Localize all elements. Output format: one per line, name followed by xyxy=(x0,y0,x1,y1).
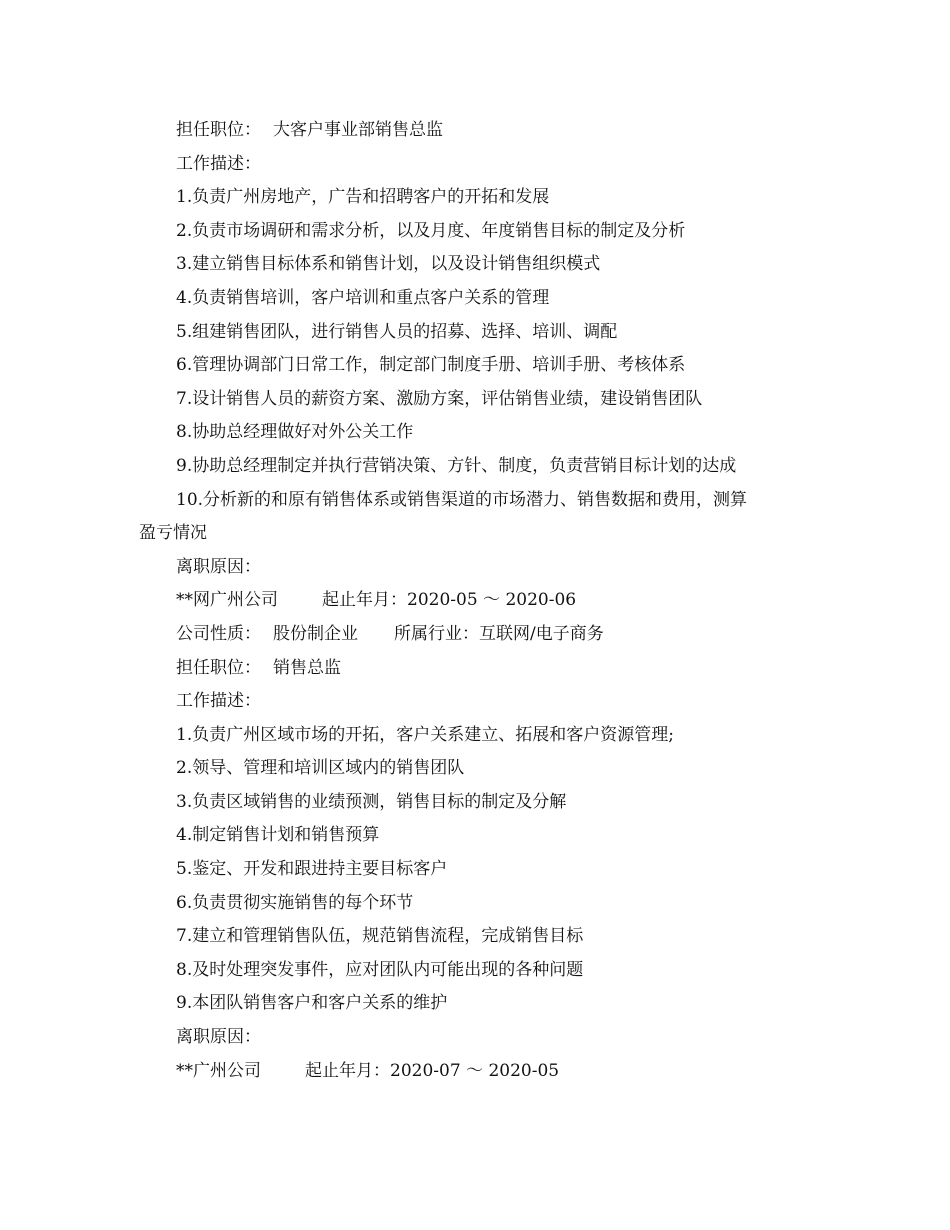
job-item: 1.负责广州房地产，广告和招聘客户的开拓和发展 xyxy=(176,187,550,208)
job-item-10-continued: 盈亏情况 xyxy=(139,523,207,544)
position-label: 担任职位： xyxy=(176,120,261,140)
job-item: 5.组建销售团队，进行销售人员的招募、选择、培训、调配 xyxy=(176,321,618,342)
period-value: 2020-05 ～ 2020-06 xyxy=(407,590,577,611)
period-label: 起止年月： xyxy=(305,1060,390,1081)
job-item: 7.建立和管理销售队伍，规范销售流程，完成销售目标 xyxy=(176,926,584,947)
position-value: 销售总监 xyxy=(273,657,341,678)
company-nature-line xyxy=(0,618,950,652)
job-item: 6.负责贯彻实施销售的每个环节 xyxy=(176,892,414,913)
job-item: 8.协助总经理做好对外公关工作 xyxy=(176,422,414,443)
industry-value: 互联网/电子商务 xyxy=(479,623,604,644)
job-item: 5.鉴定、开发和跟进持主要目标客户 xyxy=(176,859,448,880)
position-value: 大客户事业部销售总监 xyxy=(273,120,443,140)
company-name: **网广州公司 xyxy=(176,590,278,611)
leave-reason-label: 离职原因： xyxy=(176,1027,261,1048)
job-item: 2.领导、管理和培训区域内的销售团队 xyxy=(176,758,465,779)
job-item: 2.负责市场调研和需求分析，以及月度、年度销售目标的制定及分析 xyxy=(176,220,686,241)
position-line xyxy=(0,114,950,148)
job-item: 3.负责区域销售的业绩预测，销售目标的制定及分解 xyxy=(176,791,567,812)
job-description-label: 工作描述： xyxy=(176,153,261,174)
job-item: 7.设计销售人员的薪资方案、激励方案，评估销售业绩，建设销售团队 xyxy=(176,388,703,409)
company-period-line xyxy=(0,584,950,618)
job-item: 1.负责广州区域市场的开拓，客户关系建立、拓展和客户资源管理; xyxy=(176,724,674,745)
period-value: 2020-07 ～ 2020-05 xyxy=(390,1060,560,1081)
nature-label: 公司性质： xyxy=(176,623,261,644)
document-page xyxy=(0,114,950,1088)
job-item: 9.协助总经理制定并执行营销决策、方针、制度，负责营销目标计划的达成 xyxy=(176,455,737,476)
job-item: 6.管理协调部门日常工作，制定部门制度手册、培训手册、考核体系 xyxy=(176,355,686,376)
company-name: **广州公司 xyxy=(176,1060,261,1081)
industry-label: 所属行业： xyxy=(394,623,479,644)
job-item: 9.本团队销售客户和客户关系的维护 xyxy=(176,993,448,1014)
job-item: 3.建立销售目标体系和销售计划，以及设计销售组织模式 xyxy=(176,254,601,275)
nature-value: 股份制企业 xyxy=(273,623,358,644)
position-label: 担任职位： xyxy=(176,657,261,678)
leave-reason-label: 离职原因： xyxy=(176,556,261,577)
position-line xyxy=(0,652,950,686)
job-item: 4.制定销售计划和销售预算 xyxy=(176,825,380,846)
job-item-10: 10.分析新的和原有销售体系或销售渠道的市场潜力、销售数据和费用，测算 xyxy=(176,489,748,510)
company-period-line xyxy=(0,1055,950,1089)
period-label: 起止年月： xyxy=(322,590,407,611)
job-item: 4.负责销售培训，客户培训和重点客户关系的管理 xyxy=(176,287,550,308)
job-item: 8.及时处理突发事件，应对团队内可能出现的各种问题 xyxy=(176,959,584,980)
job-description-label: 工作描述： xyxy=(176,691,261,712)
